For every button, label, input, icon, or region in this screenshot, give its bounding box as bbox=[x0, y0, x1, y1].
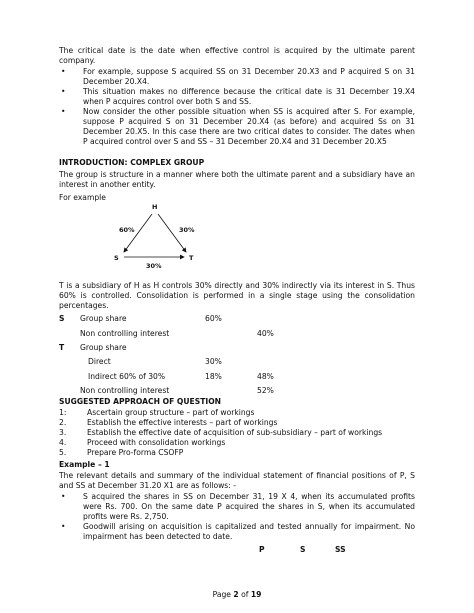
row-label: S bbox=[59, 314, 65, 323]
node-h: H bbox=[152, 203, 158, 211]
row-text: Group share bbox=[80, 314, 127, 323]
step-number: 1: bbox=[59, 408, 67, 417]
critical-date-bullets bbox=[59, 67, 415, 147]
list-item: • Goodwill arising on acquisition is capitalized and tested annually for impairment. No impairment has been detected to date. bbox=[59, 522, 415, 542]
list-item: • This situation makes no difference because the critical date is 31 December 19.X4 when P acquires control over both S and SS. bbox=[59, 87, 415, 107]
column-header-s: S bbox=[300, 545, 306, 554]
step-text: Ascertain group structure – part of workings bbox=[87, 408, 255, 417]
row-value: 30% bbox=[205, 357, 222, 366]
page-number-total: 19 bbox=[250, 590, 262, 599]
critical-date-paragraph: The critical date is the date when effective control is acquired by the ultimate parent company. bbox=[59, 46, 415, 65]
footer-middle: of bbox=[238, 590, 251, 599]
row-text: Direct bbox=[88, 357, 111, 366]
row-value: 48% bbox=[257, 372, 274, 381]
label-h-t: 30% bbox=[179, 226, 195, 234]
row-text: Non controlling interest bbox=[80, 386, 170, 395]
row-value: 52% bbox=[257, 386, 274, 395]
footer-prefix: Page bbox=[212, 590, 234, 599]
list-item bbox=[59, 438, 415, 448]
list-item bbox=[59, 408, 415, 418]
complex-group-paragraph: The group is structure in a manner where both the ultimate parent and a subsidiary have an interest in another entity. bbox=[59, 170, 415, 189]
step-number: 5. bbox=[59, 448, 67, 457]
row-value: 40% bbox=[257, 329, 274, 338]
for-example-label: For example bbox=[59, 193, 106, 202]
label-h-s: 60% bbox=[119, 226, 135, 234]
row-label: T bbox=[59, 343, 65, 352]
list-item: • Now consider the other possible situation when SS is acquired after S. For example, suppose P acquired S on 31 December 20.X4 (as before) and acquired Ss on 31 December 20.X5. In this case there are two critical dates to consider. The dates when P acquired control over S and SS – 31 December 20.X4 and 31 December 20.X5 bbox=[59, 107, 415, 147]
approach-heading: SUGGESTED APPROACH OF QUESTION bbox=[59, 397, 222, 406]
column-header-p: P bbox=[259, 545, 265, 554]
node-t: T bbox=[189, 254, 194, 262]
step-number: 3. bbox=[59, 428, 67, 437]
subsidiary-paragraph: T is a subsidiary of H as H controls 30% directly and 30% indirectly via its interest in S. Thus 60% is controlled. Consolidation is performed in a single stage using the consolidation percentages. bbox=[59, 281, 415, 310]
row-value: 18% bbox=[205, 372, 222, 381]
row-text: Indirect 60% of 30% bbox=[88, 372, 166, 381]
step-number: 2. bbox=[59, 418, 67, 427]
complex-group-heading: INTRODUCTION: COMPLEX GROUP bbox=[59, 158, 205, 167]
row-text: Non controlling interest bbox=[80, 329, 170, 338]
list-item bbox=[59, 428, 415, 438]
label-s-t: 30% bbox=[146, 262, 162, 270]
example-heading: Example – 1 bbox=[59, 460, 110, 469]
page-number-current: 2 bbox=[233, 590, 239, 599]
list-item: • S acquired the shares in SS on December 31, 19 X 4, when its accumulated profits were Rs. 700. On the same date P acquired the shares in S, when its accumulated profits were Rs. 2,750. bbox=[59, 492, 415, 522]
example-bullets bbox=[59, 492, 415, 542]
step-text: Establish the effective date of acquisition of sub-subsidiary – part of workings bbox=[87, 428, 383, 437]
example-paragraph: The relevant details and summary of the individual statement of financial positions of P, S and SS at December 31.20 X1 are as follows: - bbox=[59, 471, 415, 490]
row-value: 60% bbox=[205, 314, 222, 323]
group-structure-diagram bbox=[100, 200, 210, 278]
list-item bbox=[59, 448, 415, 458]
node-s: S bbox=[114, 254, 119, 262]
page-footer bbox=[0, 590, 474, 600]
approach-steps bbox=[59, 408, 415, 458]
list-item: • For example, suppose S acquired SS on 31 December 20.X3 and P acquired S on 31 December 20.X4. bbox=[59, 67, 415, 87]
step-text: Proceed with consolidation workings bbox=[87, 438, 226, 447]
row-text: Group share bbox=[80, 343, 127, 352]
list-item bbox=[59, 418, 415, 428]
step-number: 4. bbox=[59, 438, 67, 447]
step-text: Establish the effective interests – part of workings bbox=[87, 418, 278, 427]
column-header-ss: SS bbox=[335, 545, 346, 554]
step-text: Prepare Pro-forma CSOFP bbox=[87, 448, 184, 457]
